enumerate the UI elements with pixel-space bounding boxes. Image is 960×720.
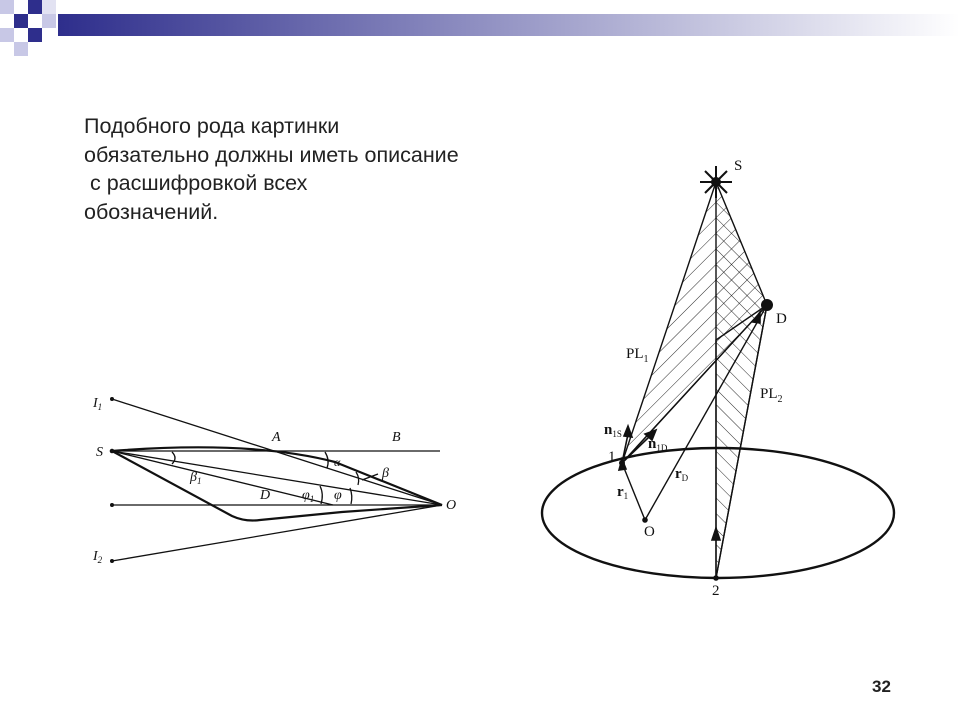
text-line-1: Подобного рода картинки (84, 114, 340, 138)
label-phi1: $\varphi_1$ (302, 488, 315, 504)
right-figure-planes-diagram (535, 148, 930, 603)
slide-body-text (84, 112, 554, 226)
label-I1: $I_1$ (93, 396, 103, 412)
header-banner (0, 0, 960, 58)
label-B: B (392, 430, 401, 445)
angle-arc-beta1 (172, 452, 175, 464)
page-number: 32 (872, 677, 891, 696)
label-O: O (446, 498, 457, 513)
angle-arc-beta (356, 472, 359, 485)
label-point-O: O (644, 524, 655, 540)
star-S-icon (700, 166, 732, 198)
line-I2-O (112, 505, 442, 561)
label-A: A (272, 430, 281, 445)
vector-n1S-head (624, 426, 632, 437)
label-alpha: α (334, 455, 341, 469)
point-D (761, 299, 773, 311)
label-r1: $r_1$ (617, 484, 629, 501)
label-PL2: $PL_2$ (760, 386, 783, 405)
label-phi: φ (334, 488, 342, 503)
label-beta: β (382, 466, 389, 481)
label-S: S (96, 445, 103, 460)
point-1 (619, 460, 625, 466)
label-point-2: 2 (712, 583, 720, 599)
label-rD: $r_D$ (675, 466, 689, 483)
point-2 (713, 575, 719, 581)
banner-gradient-bar (58, 14, 960, 36)
label-I2: $I_2$ (93, 549, 103, 565)
label-beta1: $\beta_1$ (190, 470, 202, 486)
point-O (642, 517, 648, 523)
label-S: S (734, 158, 743, 174)
label-PL1: $PL_1$ (626, 346, 649, 365)
banner-squares (0, 0, 56, 56)
label-n1D: $n_{1D}$ (648, 436, 668, 453)
text-line-3: с расшифровкой всех (84, 171, 308, 195)
label-point-1: 1 (608, 449, 616, 465)
label-D: D (776, 311, 787, 327)
left-figure-angle-diagram (90, 385, 470, 575)
label-D: D (260, 488, 271, 503)
text-line-2: обязательно должны иметь описание (84, 142, 459, 167)
label-n1S: $n_{1S}$ (604, 422, 622, 439)
text-line-4: обозначений. (84, 199, 219, 224)
